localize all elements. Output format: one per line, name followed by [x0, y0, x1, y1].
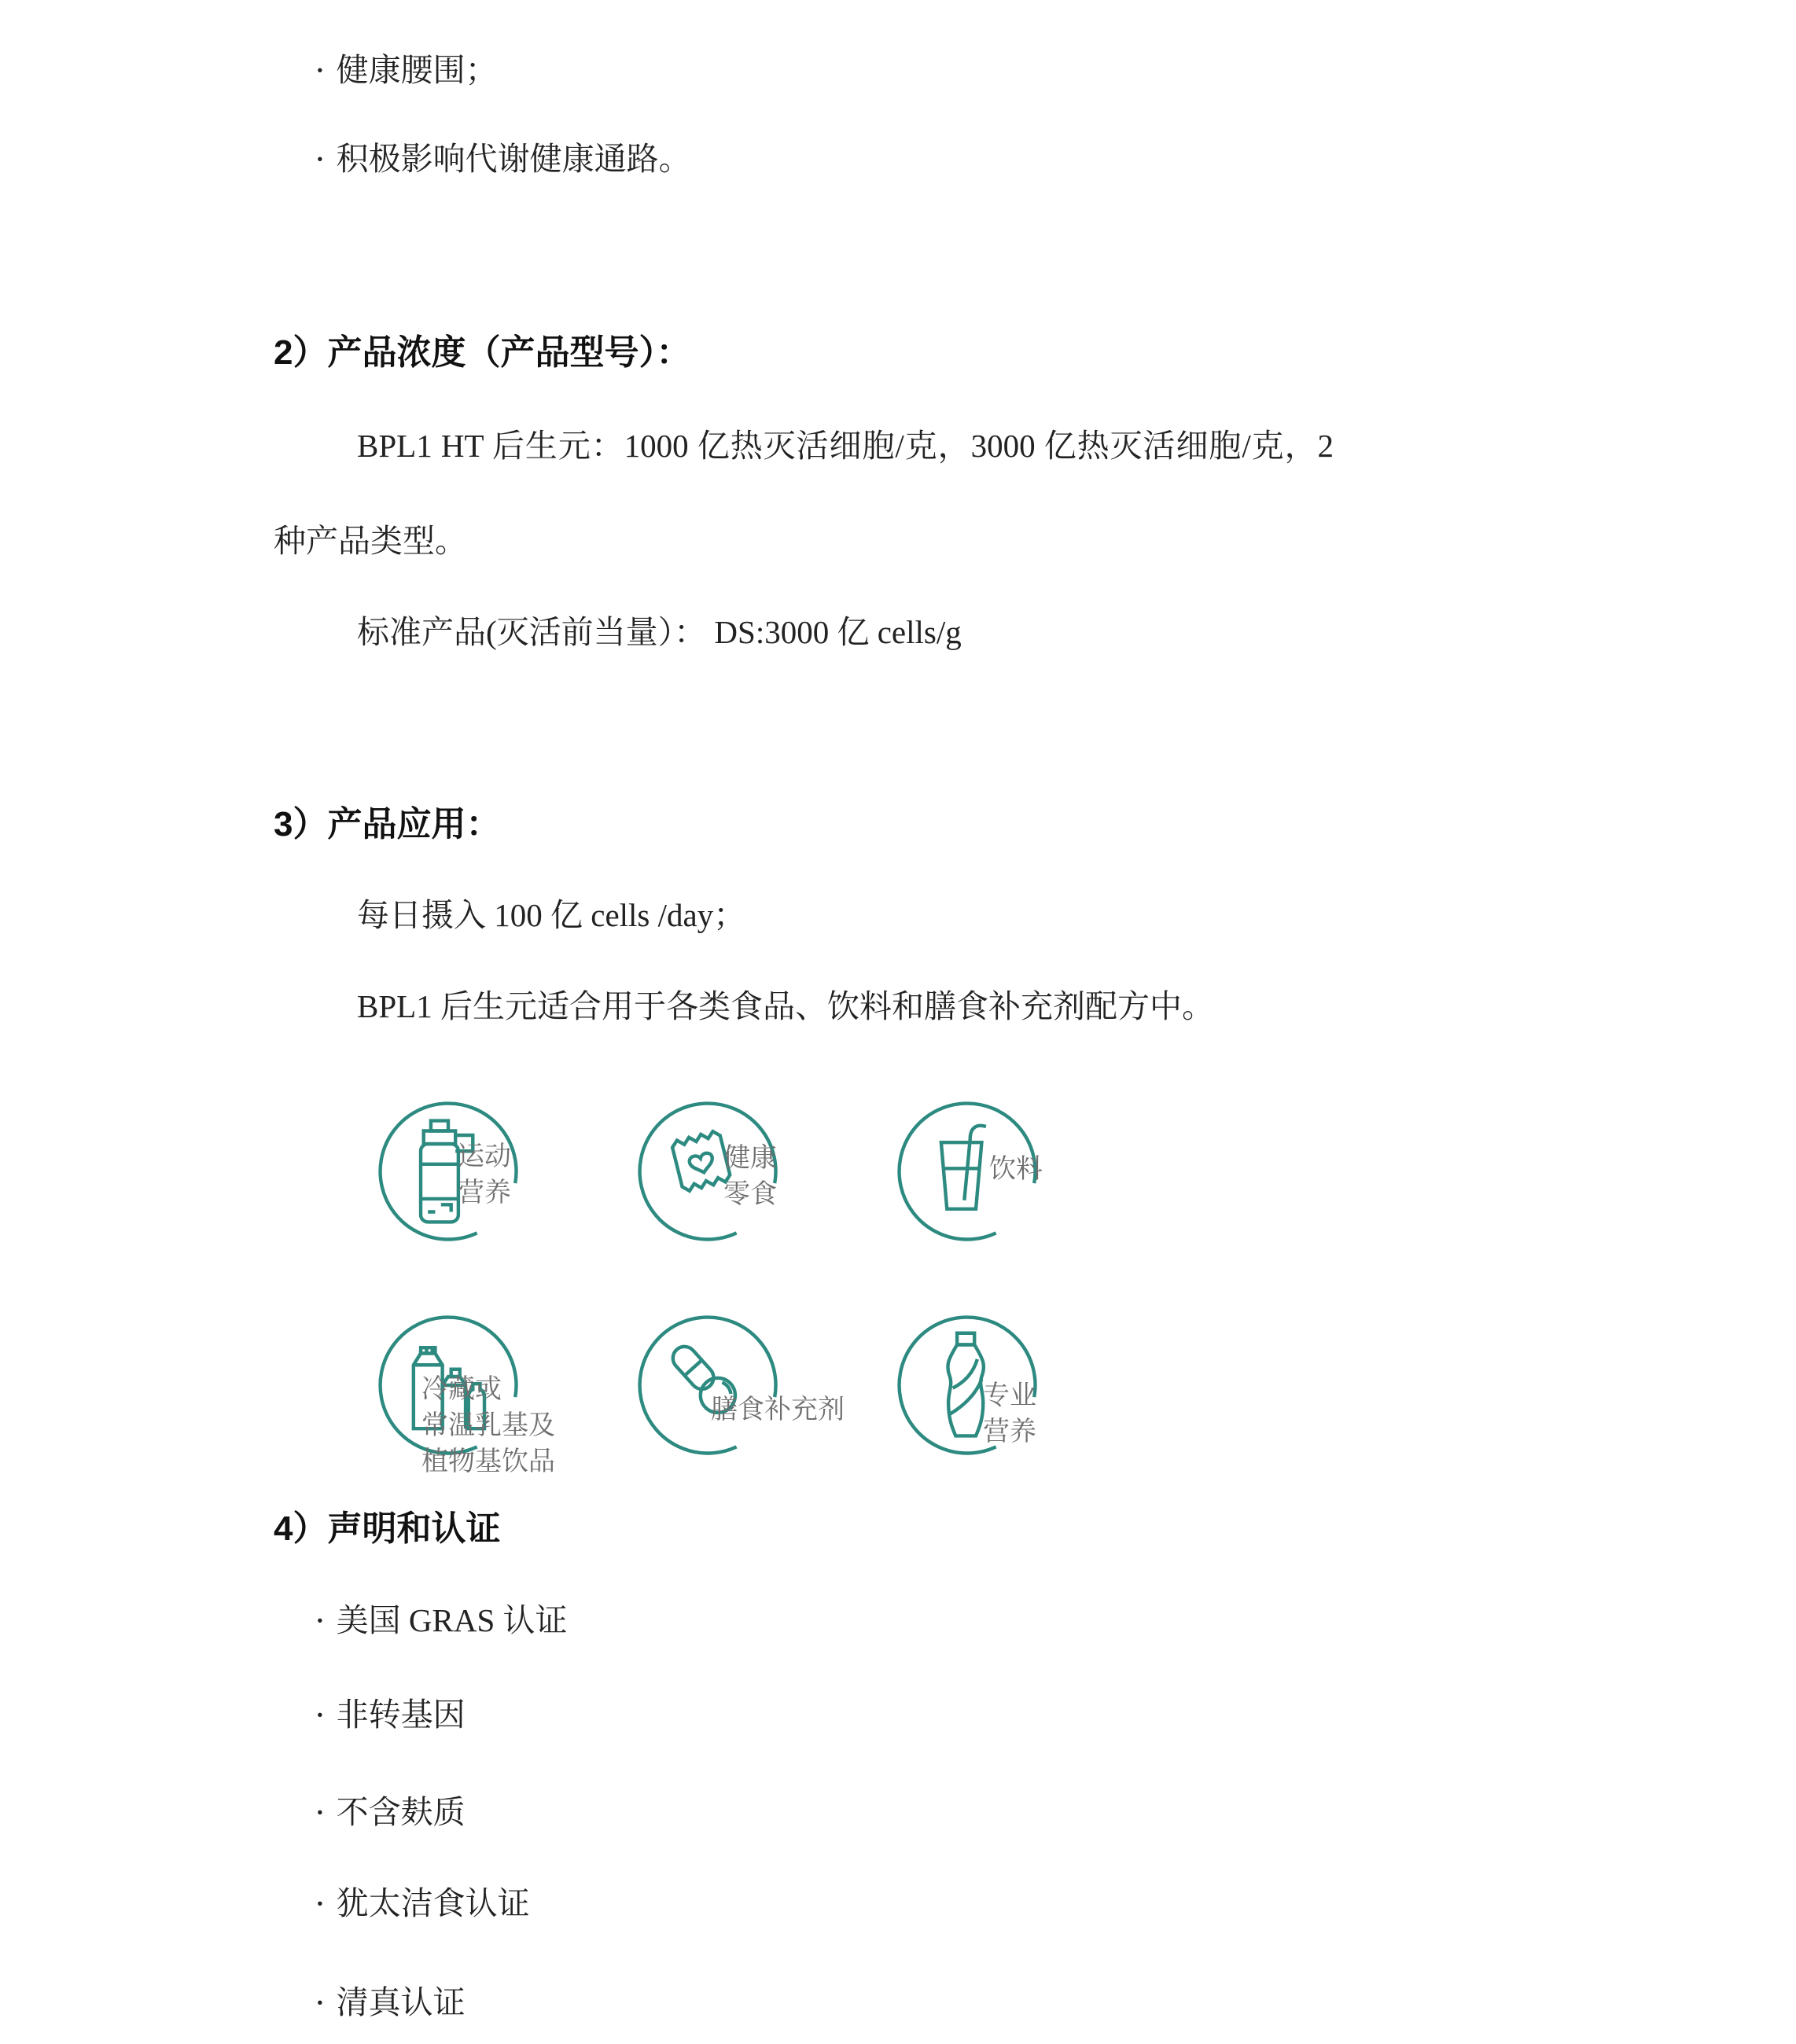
bullet-dot-icon: · — [314, 1982, 326, 2023]
bullet-dot-icon: · — [314, 1792, 326, 1833]
application-label: 冷藏或 常温乳基及 植物基饮品 — [421, 1374, 555, 1476]
document-content — [274, 0, 1343, 2044]
paragraph-concentration: BPL1 HT 后生元：1000 亿热灭活细胞/克，3000 亿热灭活细胞/克，2 种产品类型。 — [274, 428, 1334, 559]
list-item — [315, 1984, 466, 2021]
bullet-dot-icon: · — [314, 1883, 326, 1924]
bullet-dot-icon: · — [314, 1600, 326, 1641]
application-label: 专业 营养 — [983, 1380, 1036, 1447]
application-label: 健康 零食 — [723, 1143, 777, 1209]
paragraph-standard-product: 标准产品(灭活前当量）： DS:3000 亿 cells/g — [357, 614, 962, 650]
list-item — [315, 1885, 530, 1922]
application-label: 运动 营养 — [458, 1141, 511, 1208]
section-heading-application: 3）产品应用： — [274, 805, 501, 844]
paragraph-suitable-usage: BPL1 后生元适合用于各类食品、饮料和膳食补充剂配方中。 — [357, 988, 1214, 1024]
list-item — [315, 1794, 466, 1831]
application-sports-nutrition — [376, 1099, 635, 1313]
list-item — [315, 52, 498, 89]
application-label: 饮料 — [989, 1154, 1043, 1184]
bullet-dot-icon: · — [314, 1694, 326, 1735]
bullet-text: 非转基因 — [336, 1697, 466, 1733]
bullet-text: 健康腰围； — [336, 52, 498, 88]
bullet-text: 积极影响代谢健康通路。 — [336, 141, 691, 177]
application-row — [376, 1313, 1241, 1527]
application-healthy-snack — [635, 1099, 895, 1313]
application-dairy-drinks — [376, 1313, 635, 1527]
bullet-text: 美国 GRAS 认证 — [336, 1602, 568, 1638]
bullet-text: 犹太洁食认证 — [336, 1885, 530, 1921]
application-beverage — [895, 1099, 1154, 1313]
application-label: 膳食补充剂 — [711, 1395, 845, 1425]
list-item — [314, 138, 691, 179]
bullet-text: 不含麸质 — [336, 1794, 466, 1830]
application-professional-nutrition — [895, 1313, 1154, 1527]
paragraph-daily-intake: 每日摄入 100 亿 cells /day； — [357, 897, 746, 933]
list-item — [314, 1694, 466, 1735]
list-item — [315, 1602, 568, 1639]
section-heading-concentration: 2）产品浓度（产品型号）： — [274, 333, 691, 372]
bullet-dot-icon: · — [314, 50, 326, 90]
supplement-pills-icon — [635, 1313, 780, 1458]
application-icon-grid — [376, 1099, 1241, 1527]
bullet-dot-icon: · — [314, 138, 326, 179]
section-heading-claims: 4）声明和认证 — [274, 1509, 501, 1548]
bullet-text: 清真认证 — [336, 1984, 466, 2020]
application-dietary-supplement — [635, 1313, 895, 1527]
application-row — [376, 1099, 1241, 1313]
